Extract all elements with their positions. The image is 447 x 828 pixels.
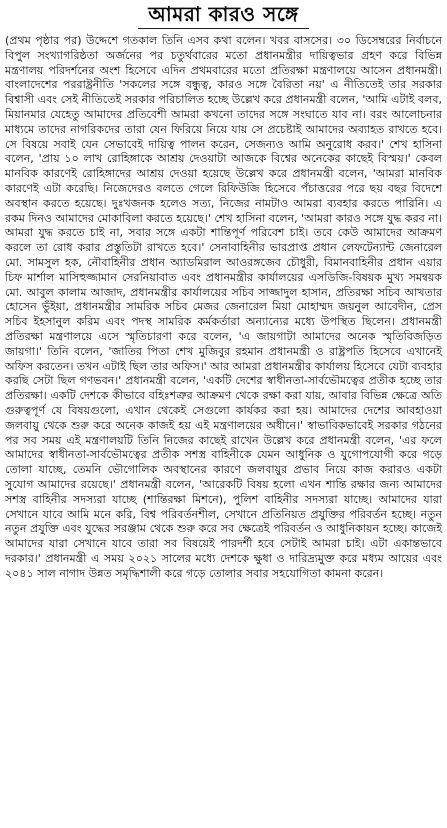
headline: আমরা কারও সঙ্গে <box>138 0 308 29</box>
article-body-text: উদ্দেশে গতকাল তিনি এসব কথা বলেন। খবর বাসসের। ৩০ ডিসেম্বরের নির্বাচনে বিপুল সংখ্যাগরিষ্ঠতা অর্জনের পর চতুর্থবারের মতো প্রধানমন্ত্রীর দায়িত্বভার গ্রহণ করে বিভিন্ন মন্ত্রণালয় পরিদর্শনের অংশ হিসেবে এদিন প্রথমবারের মতো প্রতিরক্ষা মন্ত্রণালয়ে আসেন প্রধানমন্ত্রী। বাংলাদেশের পররাষ্ট্রনীতি 'সকলের সঙ্গে বন্ধুত্ব, কারও সঙ্গে বৈরিতা নয়' এ নীতিতেই তার সরকার বিশ্বাসী এবং সেই নীতিতেই সরকার পরিচালিত হচ্ছে উল্লেখ করে প্রধানমন্ত্রী বলেন, 'আমি এটাই বলব, মিয়ানমার যেহেতু আমাদের প্রতিবেশী আমরা কখনো তাদের সঙ্গে সংঘাতে যাব না। বরং আলোচনার মাধ্যমে তাদের নাগরিকদের তারা যেন ফিরিয়ে নিয়ে যায় সে প্রচেষ্টাই আমাদের অব্যাহত রাখতে হবে। সে বিষয়ে সবাই যেন সেভাবেই দায়িত্ব পালন করেন, সেজন্যও আমি অনুরোধ করব।' শেখ হাসিনা বলেন, 'প্রায় ১০ লাখ রোহিঙ্গাকে আশ্রয় দেওয়াটা আজকে বিশ্বের অনেকের কাছেই বিস্ময়।' কেবল মানবিক কারণেই রোহিঙ্গাদের আশ্রয় দেওয়া হয়েছে উল্লেখ করে প্রধানমন্ত্রী বলেন, 'আমরা মানবিক কারণেই এটা করেছি। নিজেদেরও বলতে গেলে রিফিউজি হিসেবে পঁচাত্তরের পরে ছয় বছর বিদেশে অবস্থান করতে হয়েছে। দুঃখজনক হলেও সত্য, নিজের নামটাও আমরা ব্যবহার করতে পারিনি। এ রকম দিনও আমাদের মোকাবিলা করতে হয়েছে।' শেখ হাসিনা বলেন, 'আমরা কারও সঙ্গে যুদ্ধ করব না। আমরা যুদ্ধ করতে চাই না, সবার সঙ্গে একটা শান্তিপূর্ণ পরিবেশ চাই। তবে কেউ আমাদের আক্রমণ করলে তা রোধ করার প্রস্তুতিটা রাখতে হবে।' সেনাবাহিনীর ভারপ্রাপ্ত প্রধান লেফটেন্যান্ট জেনারেল মো. সামসুল হক, নৌবাহিনীর প্রধান অ্যাডমিরাল আওরঙ্গজেব চৌধুরী, বিমানবাহিনীর প্রধান এয়ার চিফ মার্শাল মাসিহুজ্জামান সেরনিয়াবাত এবং প্রধানমন্ত্রীর কার্যালয়ের এসডিজি-বিষয়ক মুখ্য সমন্বয়ক মো. আবুল কালাম আজাদ, প্রধানমন্ত্রীর কার্যালয়ের সচিব সাজ্জাদুল হাসান, প্রতিরক্ষা সচিব আখতার হোসেন ভুঁইয়া, প্রধানমন্ত্রীর সামরিক সচিব মেজর জেনারেল মিয়া মোহাম্মদ জয়নুল আবেদীন, প্রেস সচিব ইহসানুল করিম এবং পদস্থ সামরিক কর্মকর্তারা অন্যান্যের মধ্যে উপস্থিত ছিলেন। প্রধানমন্ত্রী প্রতিরক্ষা মন্ত্রণালয়ে এসে স্মৃতিচারণা করে বলেন, 'এ জায়গাটা আমাদের অনেক স্মৃতিবিজড়িত জায়গা।' তিনি বলেন, 'জাতির পিতা শেখ মুজিবুর রহমান প্রধানমন্ত্রী ও রাষ্ট্রপতি হিসেবে এখানেই অফিস করতেন। তখন এটাই ছিল তার অফিস।' আর আমরা প্রধানমন্ত্রীর কার্যালয় হিসেবে যেটা ব্যবহার করছি সেটা ছিল গণভবন।' প্রধানমন্ত্রী বলেন, 'একটি দেশের স্বাধীনতা-সার্বভৌমত্বের প্রতীক হচ্ছে তার প্রতিরক্ষা। একটি দেশকে কীভাবে বহিঃশত্রুর আক্রমণ থেকে রক্ষা করা যায়, আবার বিভিন্ন ক্ষেত্রে অতি গুরুত্বপূর্ণ যে বিষয়গুলো, এখান থেকেই সেগুলো কার্যকর করা হয়। আমাদের দেশের আবহাওয়া জলবায়ু থেকে শুরু করে অনেক কাজই হয় এই মন্ত্রণালয়ের অধীনে।' স্বাভাবিকভাবেই সরকার গঠনের পর সব সময় এই মন্ত্রণালয়টি তিনি নিজের কাছেই রাখেন উল্লেখ করে প্রধানমন্ত্রী বলেন, 'এর ফলে আমাদের স্বাধীনতা-সার্বভৌমত্বের প্রতীক সশস্ত্র বাহিনীকে যেমন আধুনিক ও যুগোপযোগী করে গড়ে তোলা যাচ্ছে, তেমনি ভৌগোলিক অবস্থানের কারণে জলবায়ুর প্রভাব নিয়ে কাজ করারও একটা সুযোগ আমাদের রয়েছে।' প্রধানমন্ত্রী বলেন, 'আরেকটি বিষয় হলো এখন শান্তি রক্ষার জন্য আমাদের সশস্ত্র বাহিনীর সদস্যরা যাচ্ছে (শান্তিরক্ষা মিশনে), পুলিশ বাহিনীর সদস্যরা যাচ্ছে। আমাদের যারা সেখানে যাবে আমি মনে করি, বিশ্ব পরিবর্তনশীল, সেখানে প্রতিনিয়ত প্রযুক্তির পরিবর্তন হচ্ছে। নতুন নতুন প্রযুক্তি এবং যুদ্ধের সরঞ্জাম থেকে শুরু করে সব ক্ষেত্রেই পরিবর্তন ও আধুনিকায়ন হচ্ছে। কাজেই আমাদের যারা সেখানে যাবে তারা সব বিষয়েই পারদর্শী হবে সেটাই আমরা চাই। এটা একান্তভাবে দরকার।' প্রধানমন্ত্রী এ সময় ২০২১ সালের মধ্যে দেশকে ক্ষুধা ও দারিদ্র্যমুক্ত করে মধ্যম আয়ের এবং ২০৪১ সাল নাগাদ উন্নত সমৃদ্ধিশালী করে গড়ে তোলার সবার সহযোগিতা কামনা করেন। <box>5 34 442 580</box>
article-paragraph <box>5 34 442 581</box>
article-body <box>5 34 442 581</box>
continued-from-label: (প্রথম পৃষ্ঠার পর) <box>5 34 82 47</box>
headline-container <box>0 0 447 28</box>
